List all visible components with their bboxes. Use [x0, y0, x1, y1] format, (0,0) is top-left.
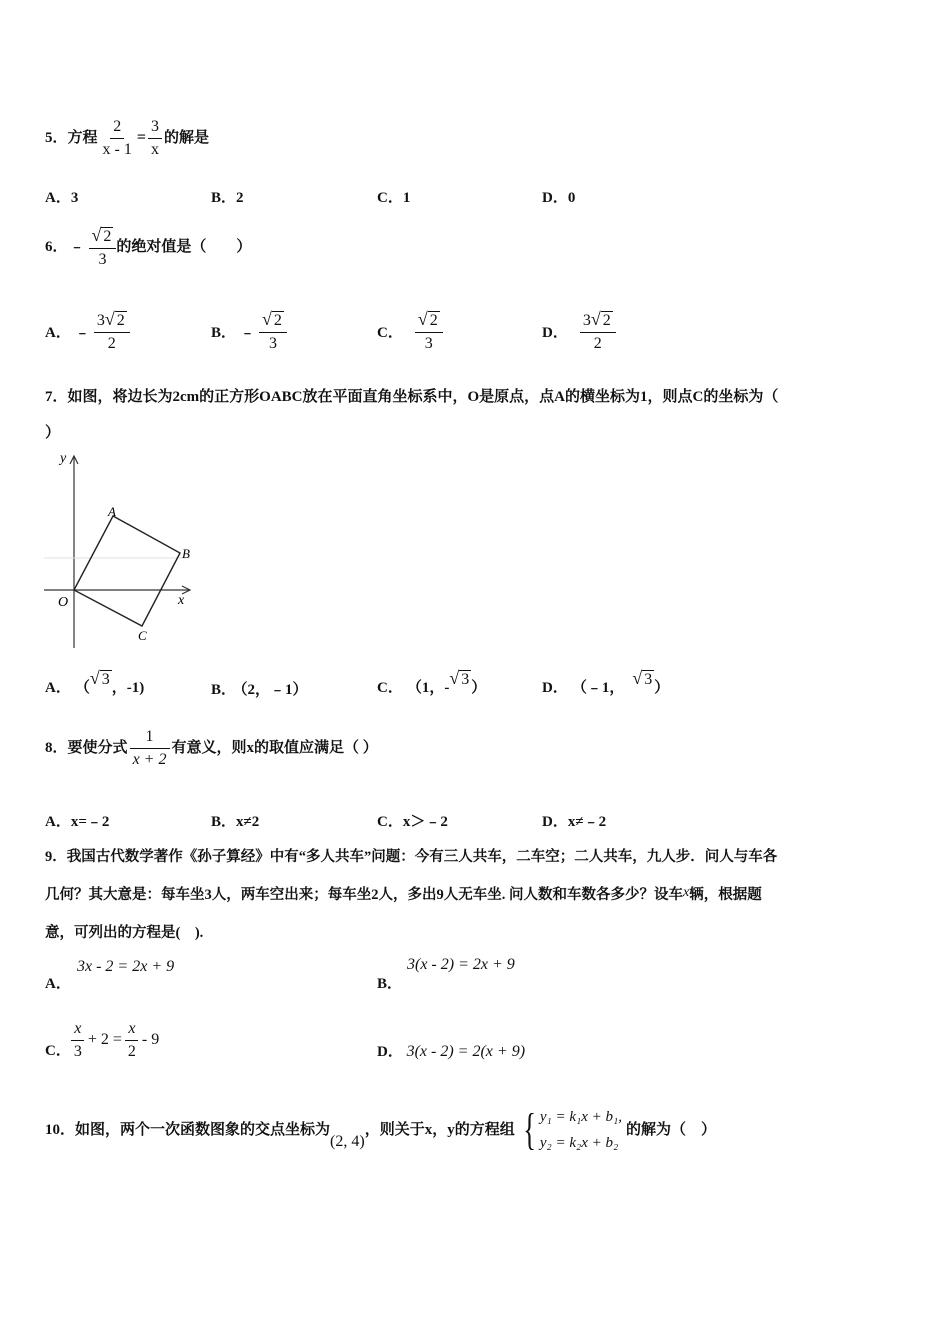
- q5-option-d[interactable]: [542, 186, 575, 207]
- q8-option-b[interactable]: [211, 810, 259, 831]
- q5-option-b[interactable]: [211, 186, 244, 207]
- q5-fraction-left: [100, 117, 135, 160]
- q7-option-b[interactable]: [211, 678, 308, 699]
- option-pre: （: [74, 679, 90, 696]
- q5-suffix: 的解是: [163, 130, 209, 146]
- option-radical: √ 3: [449, 667, 470, 688]
- option-label: D．: [542, 814, 568, 830]
- q6-option-b[interactable]: [211, 306, 287, 356]
- option-radicand: 2: [429, 311, 438, 329]
- option-numerator: x: [71, 1019, 84, 1041]
- q5-frac2-numerator: 3: [148, 117, 162, 139]
- option-value: x≠2: [236, 814, 260, 830]
- option-value: 0: [567, 190, 576, 206]
- option-label: A．: [45, 324, 71, 341]
- option-label: B．: [211, 324, 237, 341]
- option-value: 3: [70, 190, 79, 206]
- option-numerator: 3√ 2: [94, 309, 130, 333]
- option-numerator: √ 2: [415, 309, 443, 333]
- q10-stem: [45, 1098, 716, 1162]
- q6-number: 6．: [45, 239, 68, 255]
- q7-coordinate-figure: [40, 448, 210, 648]
- option-label: D．: [542, 324, 568, 341]
- option-post: ）: [471, 679, 487, 696]
- q6-numerator: √ 2: [89, 225, 117, 249]
- q6-radicand: 2: [103, 227, 112, 245]
- q7-stem-line2: ）: [45, 425, 61, 441]
- option-label: B．: [211, 190, 237, 206]
- option-label: D．: [377, 1044, 403, 1060]
- option-radicand: 3: [644, 670, 653, 688]
- q7-option-d[interactable]: [542, 668, 669, 704]
- q6-denominator: 3: [98, 250, 107, 268]
- option-label: B．: [377, 976, 403, 992]
- option-coef: 3: [96, 311, 105, 329]
- option-post: ，-1): [111, 679, 145, 696]
- option-label: C．: [377, 190, 403, 206]
- option-numerator: √ 2: [259, 309, 287, 333]
- option-fraction: [94, 309, 130, 354]
- option-radicand: 2: [602, 311, 611, 329]
- option-denominator: 2: [593, 334, 602, 352]
- option-label: D．: [542, 190, 568, 206]
- q5-prefix: 方程: [67, 130, 98, 146]
- q5-option-a[interactable]: [45, 186, 78, 207]
- q6-option-d[interactable]: [542, 306, 616, 356]
- q10-prefix: 如图，两个一次函数图象的交点坐标为: [75, 1122, 331, 1138]
- option-fraction: [259, 309, 287, 354]
- option-label: C．: [377, 324, 403, 341]
- q8-stem: [45, 722, 378, 774]
- q10-system: [519, 1104, 622, 1156]
- option-value: x=﹣2: [70, 814, 110, 830]
- label-x: x: [178, 593, 185, 608]
- q7-stem-line1: 7．如图，将边长为2cm的正方形OABC放在平面直角坐标系中，O是原点，点A的横坐标为1，则点C的坐标为（: [45, 389, 779, 405]
- q5-frac1-numerator: 2: [110, 117, 124, 139]
- q9-variable-x: x: [683, 885, 690, 900]
- option-label: B．: [211, 814, 237, 830]
- option-denominator: 3: [268, 334, 277, 352]
- q6-stem: [45, 222, 251, 272]
- label-b: B: [182, 546, 190, 561]
- option-label: A．: [45, 679, 71, 696]
- q10-point: (2, 4): [330, 1133, 365, 1150]
- q9-option-d[interactable]: [377, 1040, 525, 1061]
- option-fraction-2: [125, 1019, 139, 1062]
- square-oabc: [74, 516, 180, 626]
- q10-number: 10．: [45, 1122, 76, 1138]
- label-o: O: [58, 595, 69, 610]
- q5-frac2-denominator: x: [150, 140, 159, 158]
- option-value: x＞﹣2: [402, 814, 448, 830]
- q7-option-c[interactable]: [377, 668, 486, 704]
- option-label: C．: [377, 814, 403, 830]
- q10-equation-2: y₂ = k₂x + b₂: [539, 1135, 619, 1151]
- option-radicand: 2: [116, 311, 125, 329]
- option-denominator: 2: [127, 1042, 136, 1060]
- q10-suffix: 的解为（ ）: [625, 1122, 716, 1138]
- option-label: B．: [211, 682, 237, 698]
- q5-fraction-right: [148, 117, 162, 160]
- option-value: 2: [236, 190, 244, 206]
- option-radical: √ 3: [89, 667, 110, 688]
- q5-number: 5．: [45, 130, 68, 146]
- q8-number: 8．: [45, 740, 68, 756]
- option-coef: 3: [582, 311, 591, 329]
- option-math: 3(x - 2) = 2x + 9: [407, 956, 515, 973]
- option-fraction-1: [71, 1019, 85, 1062]
- option-pre: （1，-: [406, 679, 450, 696]
- option-denominator: 2: [107, 334, 116, 352]
- brace-icon: {: [522, 1105, 536, 1154]
- option-radicand: 3: [461, 670, 470, 688]
- label-y: y: [60, 451, 67, 466]
- option-label: A．: [45, 190, 71, 206]
- option-numerator: 3√ 2: [580, 309, 616, 333]
- q8-fraction: [130, 727, 170, 770]
- q9-stem-line3: 意，可列出的方程是( ).: [45, 925, 204, 941]
- option-denominator: 3: [73, 1042, 82, 1060]
- option-denominator: 3: [424, 334, 433, 352]
- q8-numerator: 1: [130, 727, 170, 749]
- option-label: C．: [377, 679, 403, 696]
- q8-option-a[interactable]: [45, 810, 109, 831]
- q9-line2-text-b: 辆，根据题: [689, 887, 762, 903]
- q5-equals: =: [136, 129, 146, 146]
- q5-option-c[interactable]: [377, 186, 410, 207]
- q5-stem: [45, 118, 209, 158]
- q6-option-a[interactable]: [45, 306, 130, 356]
- option-sign: ﹣: [74, 324, 90, 341]
- q8-denominator: x + 2: [132, 750, 167, 768]
- option-label: C．: [45, 1042, 71, 1059]
- option-middle: + 2 =: [87, 1031, 122, 1048]
- option-radicand: 3: [101, 670, 110, 688]
- q8-option-c[interactable]: [377, 810, 448, 831]
- option-radicand: 2: [273, 311, 282, 329]
- q9-stem-line1: 9．我国古代数学著作《孙子算经》中有“多人共车”问题：今有三人共车，二车空；二人共车，九人步．问人与车各: [45, 849, 778, 865]
- q10-middle: ，则关于x，y的方程组: [364, 1122, 515, 1138]
- q9-line2-text-a: 几何？其大意是：每车坐3人，两车空出来；每车坐2人，多出9人无车坐. 问人数和车数各多少？设车: [45, 887, 683, 903]
- option-label: D．: [542, 679, 568, 696]
- q8-prefix: 要使分式: [67, 740, 128, 756]
- option-value: x≠﹣2: [567, 814, 607, 830]
- option-fraction: [580, 309, 616, 354]
- q6-option-c[interactable]: [377, 306, 443, 356]
- option-post: ）: [654, 679, 670, 696]
- q8-suffix: 有意义，则x的取值应满足（ ）: [171, 740, 378, 756]
- option-sign: ﹣: [240, 324, 256, 341]
- q5-frac1-denominator: x - 1: [102, 140, 132, 158]
- q6-suffix: 的绝对值是（ ）: [116, 239, 252, 255]
- option-label: A．: [45, 814, 71, 830]
- option-value: （2，﹣1）: [240, 682, 308, 698]
- q6-sign: ﹣: [69, 239, 85, 255]
- option-value: 1: [402, 190, 411, 206]
- q10-equation-1: y₁ = k₁x + b₁,: [539, 1109, 622, 1125]
- option-pre: （﹣1，: [571, 679, 625, 696]
- q8-option-d[interactable]: [542, 810, 606, 831]
- option-math: 3x - 2 = 2x + 9: [77, 958, 175, 975]
- option-tail: - 9: [141, 1031, 160, 1048]
- option-numerator: x: [125, 1019, 138, 1041]
- q7-option-a[interactable]: [45, 668, 144, 704]
- q6-fraction: [89, 225, 117, 270]
- q9-option-c[interactable]: [45, 1016, 159, 1064]
- label-c: C: [138, 628, 147, 643]
- option-fraction: [415, 309, 443, 354]
- q9-stem-line2: [45, 886, 762, 905]
- option-label: A．: [45, 976, 71, 992]
- label-a: A: [108, 504, 116, 519]
- option-radical: √ 3: [632, 667, 653, 688]
- option-math: 3(x - 2) = 2(x + 9): [406, 1043, 526, 1060]
